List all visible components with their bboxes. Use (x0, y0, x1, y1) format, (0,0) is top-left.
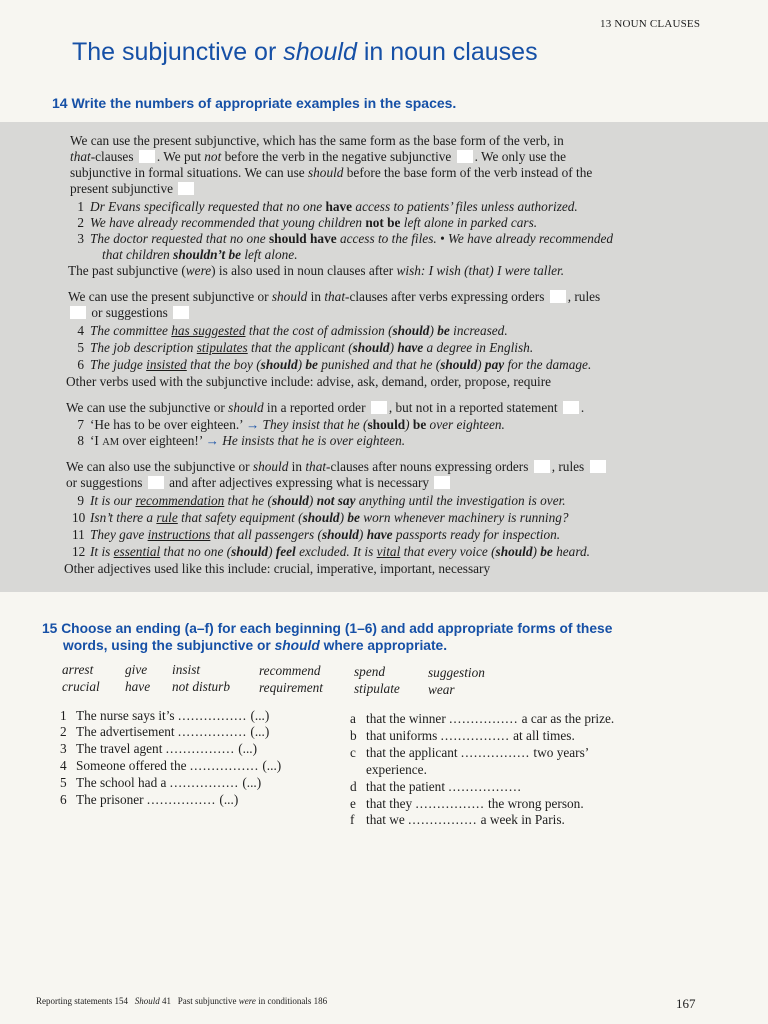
answer-box[interactable] (148, 476, 164, 489)
text: They insist that he ( (259, 417, 368, 432)
beginning-item (60, 758, 281, 774)
ending-item (350, 812, 565, 828)
example-number: 4 (77, 323, 84, 338)
text: where appropriate. (319, 638, 448, 653)
text: . We put (156, 149, 205, 164)
answer-box[interactable] (139, 150, 155, 163)
text: that uniforms (366, 728, 438, 743)
answer-blank[interactable]: ................ (408, 812, 478, 827)
text: punished and that he ( (317, 357, 441, 372)
answer-box[interactable] (371, 401, 387, 414)
ending-item (350, 728, 575, 744)
answer-box[interactable] (550, 290, 566, 303)
cross-reference[interactable]: Past subjunctive (177, 996, 239, 1006)
text: should (367, 417, 406, 432)
text: be (412, 417, 427, 432)
answer-blank[interactable]: ................ (460, 745, 531, 760)
answer-blank[interactable]: ................ (177, 708, 248, 723)
answer-box[interactable] (178, 182, 194, 195)
text: should (231, 544, 269, 559)
other-verbs: Other verbs used with the subjunctive include: advise, ask, demand, order, propose, require (66, 374, 552, 389)
text: that (70, 149, 91, 164)
item-letter: a (350, 711, 356, 726)
text: worn whenever machinery is running? (359, 510, 569, 525)
text: that the boy ( (186, 357, 261, 372)
text: Dr Evans specifically requested that no one (90, 199, 326, 214)
text: in conditionals 186 (255, 996, 328, 1006)
example-number: 8 (77, 433, 84, 448)
exercise-14-heading (52, 95, 456, 111)
answer-blank[interactable]: ................ (415, 796, 485, 811)
text: -clauses after nouns expressing orders (326, 459, 529, 474)
text: Isn’t there a (90, 510, 157, 525)
cross-reference[interactable]: Should (134, 996, 160, 1006)
example-number: 10 (72, 510, 86, 525)
text: The travel agent (76, 741, 163, 756)
text: , but not in a reported statement (388, 400, 558, 415)
text: AM (102, 437, 120, 448)
beginning-item (60, 792, 238, 808)
text: shouldn’t be (173, 247, 242, 262)
item-letter: e (350, 796, 356, 811)
text: that (305, 459, 327, 474)
beginning-item (60, 708, 269, 724)
text: ) (297, 357, 306, 372)
answer-box[interactable] (434, 476, 450, 489)
text: that the cost of admission ( (245, 323, 393, 338)
exercise-number: 15 (42, 621, 58, 636)
text: heard. (552, 544, 590, 559)
text: Someone offered the (76, 758, 187, 773)
text: The doctor requested that no one (90, 231, 269, 246)
item-letter: c (350, 745, 356, 760)
word: not disturb (172, 679, 230, 694)
text: access to the files. • We have already recommended (336, 231, 614, 246)
text: that (324, 289, 346, 304)
arrow-icon: → (245, 417, 260, 432)
answer-blank[interactable]: ................ (165, 741, 235, 756)
text: that every voice ( (400, 544, 496, 559)
text: We can also use the subjunctive or (66, 459, 253, 474)
text: The committee (90, 323, 172, 338)
ending-item-cont (350, 762, 427, 778)
text: The past subjunctive ( (68, 263, 186, 278)
explanation-panel (0, 122, 768, 592)
instruction-line (42, 620, 612, 637)
text: that the winner (366, 711, 446, 726)
text: . (580, 400, 585, 415)
text: 41 (159, 996, 172, 1006)
answer-blank[interactable]: (...) (242, 775, 262, 790)
text: It is our (90, 493, 136, 508)
text: ) (532, 544, 541, 559)
panel-line: We can use the present subjunctive, which has the same form as the base form of the verb, in (70, 133, 564, 148)
item-number: 5 (60, 775, 67, 790)
text: excluded. It is (295, 544, 377, 559)
text: access to patients’ files unless authorized. (352, 199, 578, 214)
instruction-line (42, 637, 612, 654)
text: ‘He has to be over eighteen.’ (90, 417, 246, 432)
text: ) (477, 357, 485, 372)
text: a car as the prize. (521, 711, 615, 726)
ending-item (350, 796, 584, 812)
text: or suggestions (91, 305, 168, 320)
text: ) (429, 323, 438, 338)
example-number: 7 (77, 417, 84, 432)
item-number: 3 (60, 741, 67, 756)
text: be (305, 357, 318, 372)
text: have (325, 199, 353, 214)
panel-line (66, 475, 452, 491)
text: recommendation (135, 493, 225, 508)
other-adjectives: Other adjectives used like this include: crucial, imperative, important, necessary (64, 561, 491, 576)
text: should (260, 357, 298, 372)
example-number: 11 (72, 527, 85, 542)
text: , rules (567, 289, 601, 304)
text: before the base form of the verb instead of the (343, 165, 593, 180)
text: have (366, 527, 393, 542)
text: stipulates (196, 340, 248, 355)
text: -clauses after verbs expressing orders (345, 289, 545, 304)
word: stipulate (354, 681, 400, 696)
text: rule (156, 510, 178, 525)
example-9 (72, 493, 566, 509)
text: should (321, 527, 359, 542)
text: should (392, 323, 430, 338)
example-4 (72, 323, 508, 339)
panel-line (68, 289, 600, 305)
text: should (274, 638, 320, 653)
word: give (125, 662, 148, 677)
item-letter: f (350, 812, 355, 827)
text: ) (268, 544, 276, 559)
text: should (228, 400, 264, 415)
item-letter: d (350, 779, 357, 794)
panel-line (68, 305, 191, 321)
item-number: 4 (60, 758, 67, 773)
text: a week in Paris. (480, 812, 565, 827)
text: instructions (147, 527, 211, 542)
text: that no one ( (160, 544, 232, 559)
example-1 (72, 199, 578, 215)
text: two years’ (533, 745, 590, 760)
example-5 (72, 340, 533, 356)
text: should (495, 544, 533, 559)
page-number: 167 (676, 996, 696, 1011)
title-part: The subjunctive or (72, 38, 284, 66)
panel-line (70, 149, 566, 165)
text: were (238, 996, 256, 1006)
word: requirement (259, 680, 324, 695)
panel-line (70, 181, 196, 197)
text: ) (358, 527, 367, 542)
text: over eighteen. (426, 417, 505, 432)
text: . We only use the (474, 149, 567, 164)
example-number: 2 (77, 215, 84, 230)
footer-cross-references (36, 996, 327, 1006)
text: The school had a (76, 775, 167, 790)
text: insisted (146, 357, 187, 372)
text: in a reported order (263, 400, 366, 415)
text: pay (484, 357, 505, 372)
example-6 (72, 357, 591, 373)
answer-blank[interactable]: (...) (250, 724, 270, 739)
text: We can use the present subjunctive or (68, 289, 272, 304)
answer-blank[interactable]: ................ (146, 792, 217, 807)
exercise-15-heading (42, 620, 612, 654)
example-8 (72, 433, 405, 451)
text: vital (376, 544, 401, 559)
text: that they (366, 796, 413, 811)
text: We have already recommended that young children (90, 215, 366, 230)
text: words, using the subjunctive or (63, 638, 275, 653)
text: should (307, 165, 344, 180)
text: should (252, 459, 289, 474)
text: The job description (90, 340, 197, 355)
example-number: 3 (77, 231, 84, 246)
answer-blank[interactable]: ................ (449, 711, 519, 726)
text: ) (405, 417, 413, 432)
text: the wrong person. (488, 796, 584, 811)
text: essential (113, 544, 161, 559)
item-number: 2 (60, 724, 67, 739)
past-subjunctive-note (68, 263, 564, 279)
text: The nurse says it’s (76, 708, 175, 723)
beginning-item (60, 724, 269, 740)
text: or suggestions (66, 475, 143, 490)
text: be (347, 510, 360, 525)
example-number: 1 (77, 199, 84, 214)
text: left alone in parked cars. (400, 215, 538, 230)
text: that all passengers ( (210, 527, 322, 542)
text: It is (90, 544, 114, 559)
text: experience. (366, 762, 427, 777)
example-2 (72, 215, 537, 231)
text: were (185, 263, 212, 278)
panel-line (66, 400, 584, 416)
text: in (288, 459, 306, 474)
ending-item (350, 779, 521, 795)
text: ) (308, 493, 317, 508)
text: Choose an ending (a–f) for each beginning (1–6) and add appropriate forms of these (61, 621, 613, 636)
exercise-number: 14 (52, 95, 68, 111)
text: before the verb in the negative subjunctive (221, 149, 452, 164)
text: should (440, 357, 478, 372)
text: increased. (449, 323, 508, 338)
page-title (72, 38, 538, 67)
text: wish: I wish (that) I were taller. (396, 263, 565, 278)
text: The prisoner (76, 792, 144, 807)
text: over eighteen!’ (119, 433, 206, 448)
word: suggestion (428, 665, 485, 680)
running-head: 13 NOUN CLAUSES (600, 18, 701, 30)
word: insist (172, 662, 201, 677)
answer-blank[interactable]: (...) (262, 758, 282, 773)
text: We can use the subjunctive or (66, 400, 229, 415)
answer-box[interactable] (457, 150, 473, 163)
text: that the patient (366, 779, 446, 794)
text: should (352, 340, 390, 355)
example-7 (72, 417, 505, 433)
text: in (307, 289, 325, 304)
text: ) (339, 510, 348, 525)
text: left alone. (241, 247, 298, 262)
answer-box[interactable] (590, 460, 606, 473)
cross-reference[interactable]: Reporting statements 154 (36, 996, 128, 1006)
text: not be (365, 215, 401, 230)
beginning-item (60, 741, 257, 757)
answer-blank[interactable]: (...) (219, 792, 239, 807)
text: He insists that he is over eighteen. (218, 433, 406, 448)
title-italic: should (283, 38, 357, 66)
text: for the damage. (504, 357, 592, 372)
text: not say (316, 493, 356, 508)
beginning-item (60, 775, 261, 791)
text: that the applicant ( (247, 340, 353, 355)
text: The advertisement (76, 724, 175, 739)
example-number: 5 (77, 340, 84, 355)
text: at all times. (513, 728, 575, 743)
text: that he ( (224, 493, 272, 508)
text: present subjunctive (70, 181, 174, 196)
text: ) is also used in noun clauses after (211, 263, 397, 278)
text: has suggested (171, 323, 246, 338)
example-12 (72, 544, 590, 560)
answer-box[interactable] (563, 401, 579, 414)
text: The judge (90, 357, 147, 372)
answer-blank[interactable]: ................ (189, 758, 260, 773)
example-number: 6 (77, 357, 84, 372)
word: wear (428, 682, 455, 697)
text: passports ready for inspection. (392, 527, 561, 542)
text: subjunctive in formal situations. We can use (70, 165, 308, 180)
text: should (271, 289, 308, 304)
exercise-instruction: Write the numbers of appropriate examples in the spaces. (71, 95, 457, 111)
answer-blank[interactable]: ................ (448, 779, 518, 794)
text: They gave (90, 527, 148, 542)
word: spend (354, 664, 386, 679)
example-number: 9 (77, 493, 84, 508)
text: should (271, 493, 309, 508)
answer-blank[interactable]: ................ (177, 724, 248, 739)
text: have (397, 340, 424, 355)
example-3 (72, 231, 613, 247)
item-letter: b (350, 728, 357, 743)
panel-line (70, 165, 592, 181)
text: not (204, 149, 222, 164)
answer-blank[interactable]: ................ (169, 775, 239, 790)
answer-box[interactable] (534, 460, 550, 473)
text: that we (366, 812, 405, 827)
text: . (517, 779, 521, 794)
text: be (437, 323, 450, 338)
text: and after adjectives expressing what is necessary (165, 475, 430, 490)
text: anything until the investigation is over. (355, 493, 566, 508)
ending-item (350, 711, 614, 727)
text: that children (102, 247, 174, 262)
word: have (125, 679, 151, 694)
text: that the applicant (366, 745, 458, 760)
item-number: 1 (60, 708, 67, 723)
word: arrest (62, 662, 94, 677)
answer-blank[interactable]: (...) (238, 741, 258, 756)
example-3-cont (102, 247, 298, 263)
text: that safety equipment ( (177, 510, 303, 525)
text: , rules (551, 459, 585, 474)
text: feel (275, 544, 296, 559)
answer-box[interactable] (173, 306, 189, 319)
text: should have (269, 231, 337, 246)
ending-item (350, 745, 589, 761)
text: -clauses (90, 149, 134, 164)
title-part: in noun clauses (356, 38, 538, 66)
arrow-icon: → (205, 433, 219, 448)
text: ) (389, 340, 398, 355)
text: should (302, 510, 340, 525)
text: ‘I (90, 433, 103, 448)
answer-box[interactable] (70, 306, 86, 319)
example-number: 12 (72, 544, 86, 559)
word: recommend (259, 663, 321, 678)
text: be (540, 544, 553, 559)
text: a degree in English. (423, 340, 534, 355)
example-10 (72, 510, 569, 526)
answer-blank[interactable]: ................ (440, 728, 510, 743)
panel-line (66, 459, 608, 475)
example-11 (72, 527, 560, 543)
item-number: 6 (60, 792, 67, 807)
word: crucial (62, 679, 100, 694)
answer-blank[interactable]: (...) (250, 708, 270, 723)
